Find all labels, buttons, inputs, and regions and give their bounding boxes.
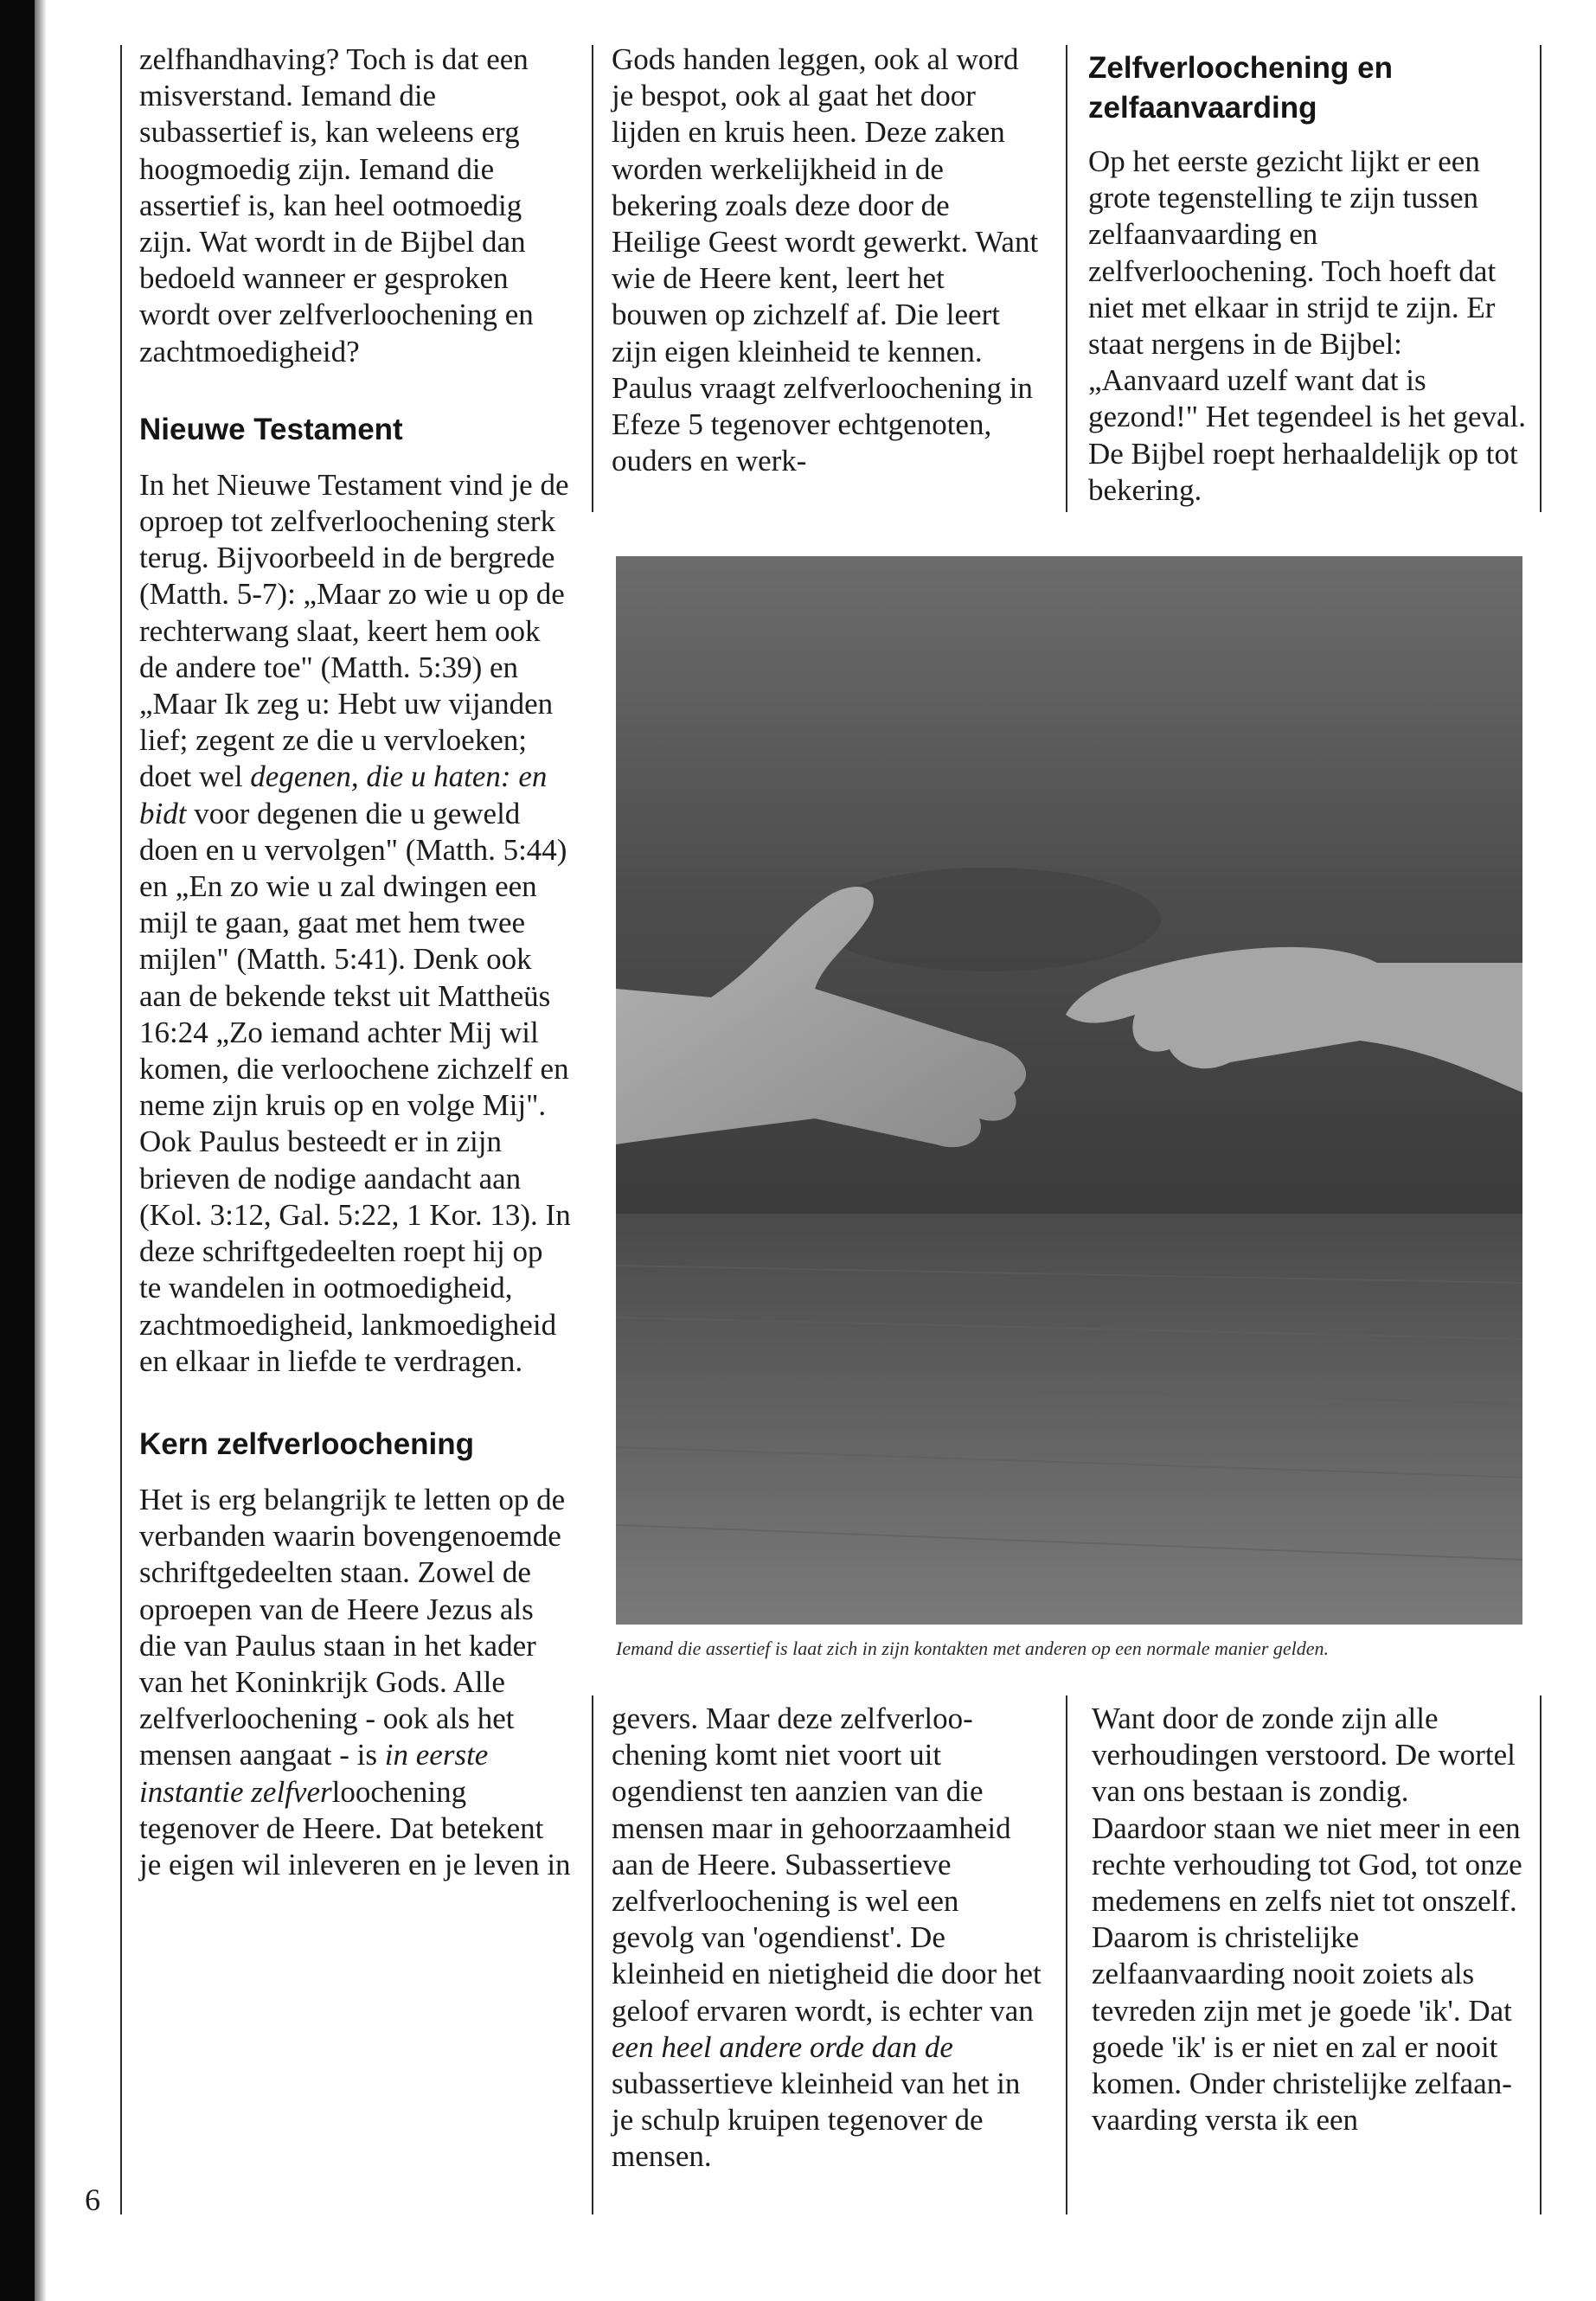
column-3-bottom xyxy=(1092,1701,1524,2138)
column-rule-right-top xyxy=(1066,45,1067,512)
binding-edge xyxy=(0,0,35,2301)
paragraph: Op het eerste gezicht lijkt er een grote tegenstelling te zijn tussen zelfaanvaarding en zelfverloochening. Toch hoeft dat niet met elkaar in strijd te zijn. Er staat nergens in de Bijbel: „Aanvaard uzelf want dat is gezond!" Het tegendeel is het geval. De Bijbel roept herhaaldelijk op tot bekering. xyxy=(1088,144,1527,507)
section-heading: Nieuwe Testament xyxy=(139,412,403,446)
column-1 xyxy=(139,42,572,1883)
column-rule-middle-bottom xyxy=(592,1695,593,2214)
column-3-top xyxy=(1088,48,1538,509)
photo-caption: Iemand die assertief is laat zich in zijn kontakten met anderen op een normale manier gelden. xyxy=(616,1638,1330,1659)
column-rule-far-right-top xyxy=(1540,45,1542,512)
paragraph: zelfhandhaving? Toch is dat een misverstand. Iemand die subassertief is, kan weleens erg hoogmoedig zijn. Iemand die assertief is, kan heel ootmoedig zijn. Wat wordt in de Bijbel dan bedoeld wanneer er gesproken wordt over zelfverloochening en zachtmoedigheid? xyxy=(139,42,534,369)
section-heading: Kern zelfverloochening xyxy=(139,1426,475,1461)
column-2-top xyxy=(612,42,1044,479)
column-rule-far-right-bottom xyxy=(1540,1695,1542,2214)
paragraph: gevers. Maar deze zelfverloochening komt niet voort uit ogendienst ten aanzien van die mensen maar in gehoorzaamheid aan de Heere. Subassertieve zelfverloochening is wel een gevolg van 'ogendienst'. De kleinheid en nietigheid die door het geloof ervaren wordt, is echter van een heel andere orde dan de subassertieve kleinheid van het in je schulp kruipen tegenover de mensen. xyxy=(612,1702,1042,2174)
photo-handshake xyxy=(616,556,1522,1625)
section-heading: Zelfverloochening en zelfaanvaarding xyxy=(1088,51,1393,125)
paragraph: Gods handen leggen, ook al word je bespot, ook al gaat het door lijden en kruis heen. Deze zaken worden werkelijkheid in de bekering zoals deze door de Heilige Geest wordt gewerkt. Want wie de Heere kent, leert het bouwen op zichzelf af. Die leert zijn eigen kleinheid te kennen. Paulus vraagt zelfverloochening in Efeze 5 tegenover echtgenoten, ouders en werk- xyxy=(612,42,1039,478)
paragraph: Ook Paulus besteedt er in zijn brieven de nodige aandacht aan (Kol. 3:12, Gal. 5:22, 1 Kor. 13). In deze schriftgedeelten roept hij op te wandelen in ootmoedigheid, zachtmoedigheid, lankmoedigheid en elkaar in liefde te verdragen. xyxy=(139,1125,571,1378)
column-rule-left xyxy=(120,45,122,2214)
column-2-bottom xyxy=(612,1701,1044,2176)
column-rule-middle-top xyxy=(592,45,593,512)
paragraph: Want door de zonde zijn alle verhoudingen verstoord. De wortel van ons bestaan is zondig. Daardoor staan we niet meer in een rechte verhouding tot God, tot onze medemens en zelfs niet tot onszelf. Daarom is christelijke zelfaanvaarding nooit zoiets als tevreden zijn met je goede 'ik'. Dat goede 'ik' is er niet en zal er nooit komen. Onder christelijke zelfaanvaarding versta ik een xyxy=(1092,1702,1522,2138)
binding-shadow xyxy=(35,0,47,2301)
paragraph: Het is erg belangrijk te letten op de verbanden waarin bovengenoemde schriftgedeelten staan. Zowel de oproepen van de Heere Jezus als die van Paulus staan in het kader van het Koninkrijk Gods. Alle zelfverloochening - ook als het mensen aangaat - is in eerste instantie zelfverloochening tegenover de Heere. Dat betekent je eigen wil inleveren en je leven in xyxy=(139,1482,571,1881)
paragraph: In het Nieuwe Testament vind je de oproep tot zelfverloochening sterk terug. Bijvoorbeeld in de bergrede (Matth. 5-7): „Maar zo wie u op de rechterwang slaat, keert hem ook de andere toe" (Matth. 5:39) en „Maar Ik zeg u: Hebt uw vijanden lief; zegent ze die u vervloeken; doet wel degenen, die u haten: en bidt voor degenen die u geweld doen en u vervolgen" (Matth. 5:44) en „En zo wie u zal dwingen een mijl te gaan, gaat met hem twee mijlen" (Matth. 5:41). Denk ook aan de bekende tekst uit Mattheüs 16:24 „Zo iemand achter Mij wil komen, die verloochene zichzelf en neme zijn kruis op en volge Mij". xyxy=(139,467,569,1123)
column-rule-right-bottom xyxy=(1066,1695,1067,2214)
page-number: 6 xyxy=(85,2182,100,2217)
